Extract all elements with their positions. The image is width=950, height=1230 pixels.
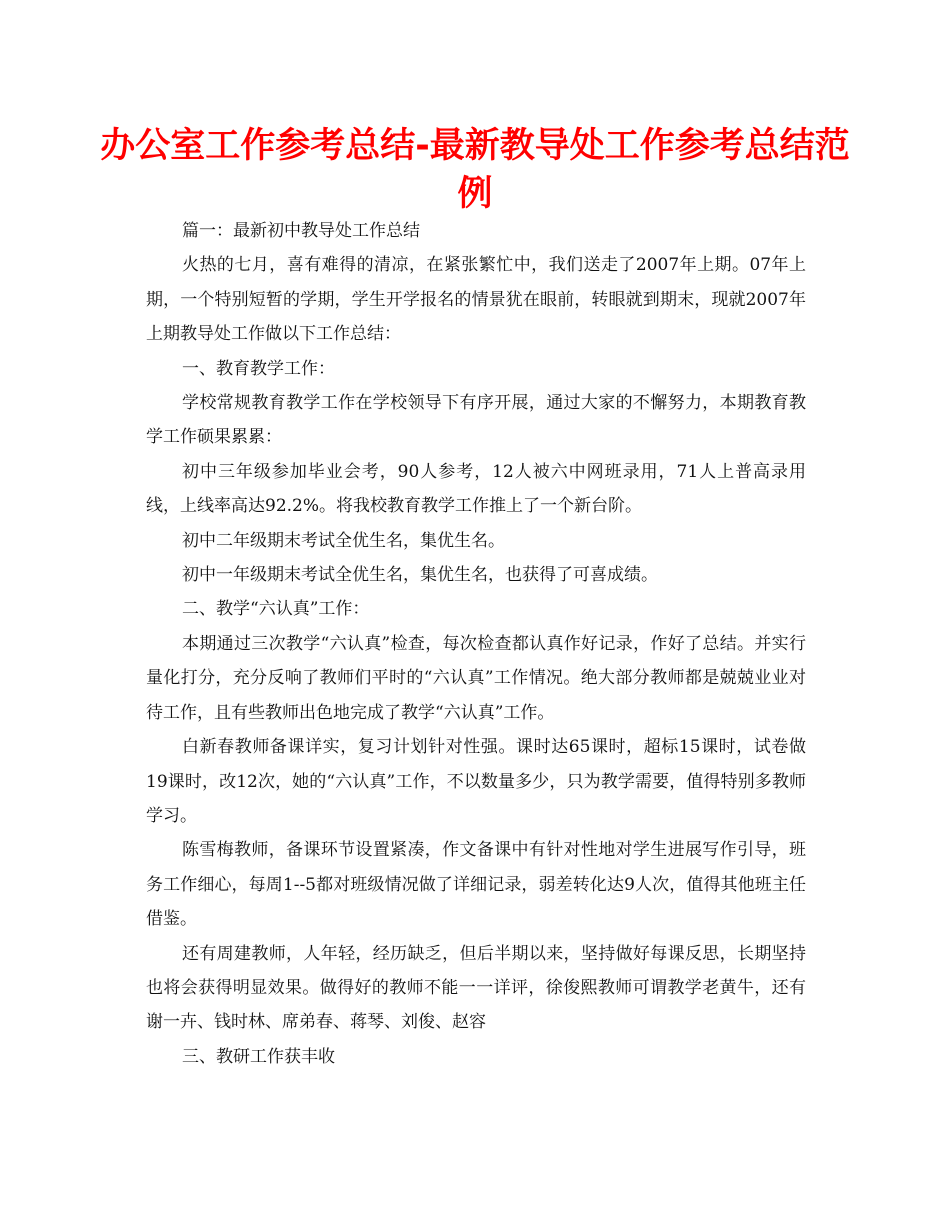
paragraph-heading-research: 三、教研工作获丰收	[182, 1046, 335, 1067]
paragraph-grade-2-results: 初中二年级期末考试全优生名，集优生名。	[182, 530, 505, 551]
paragraph-teacher-bai: 白新春教师备课详实，复习计划针对性强。课时达65课时，超标15课时，试卷做19课时，改12次，她的“六认真”工作，不以数量多少，只为教学需要，值得特别多教师学习。	[146, 737, 806, 826]
paragraph-heading-teaching-work: 一、教育教学工作：	[182, 358, 335, 379]
paragraph-grade-3-results: 初中三年级参加毕业会考，90人参考，12人被六中网班录用，71人上普高录用线，上线率高达92.2%。将我校教育教学工作推上了一个新台阶。	[146, 461, 806, 517]
paragraph-section-header-1: 篇一：最新初中教导处工作总结	[182, 221, 420, 241]
paragraph-teaching-results: 学校常规教育教学工作在学校领导下有序开展，通过大家的不懈努力，本期教育教学工作硕果累累：	[146, 393, 806, 448]
paragraph-six-earnest-checks: 本期通过三次教学“六认真”检查，每次检查都认真作好记录，作好了总结。并实行量化打分，充分反响了教师们平时的“六认真”工作情况。绝大部分教师都是兢兢业业对待工作，且有些教师出色地完成了教学“六认真”工作。	[146, 633, 806, 723]
document-body	[146, 214, 806, 1074]
document-title: 办公室工作参考总结-最新教导处工作参考总结范例	[100, 126, 850, 214]
paragraph-teacher-zhou: 还有周建教师，人年轻，经历缺乏，但后半期以来，坚持做好每课反思，长期坚持也将会获得明显效果。做得好的教师不能一一详评，徐俊熙教师可谓教学老黄牛，还有谢一卉、钱时林、席弟春、蒋琴、刘俊、赵容	[146, 943, 806, 1033]
paragraph-grade-1-results: 初中一年级期末考试全优生名，集优生名，也获得了可喜成绩。	[182, 565, 658, 586]
paragraph-intro: 火热的七月，喜有难得的清凉，在紧张繁忙中，我们送走了2007年上期。07年上期，一个特别短暂的学期，学生开学报名的情景犹在眼前，转眼就到期末，现就2007年上期教导处工作做以下工作总结：	[146, 255, 806, 345]
paragraph-heading-six-earnest: 二、教学“六认真”工作：	[182, 599, 370, 620]
paragraph-teacher-chen: 陈雪梅教师，备课环节设置紧凑，作文备课中有针对性地对学生进展写作引导，班务工作细心，每周1--5都对班级情况做了详细记录，弱差转化达9人次，值得其他班主任借鉴。	[146, 840, 806, 930]
